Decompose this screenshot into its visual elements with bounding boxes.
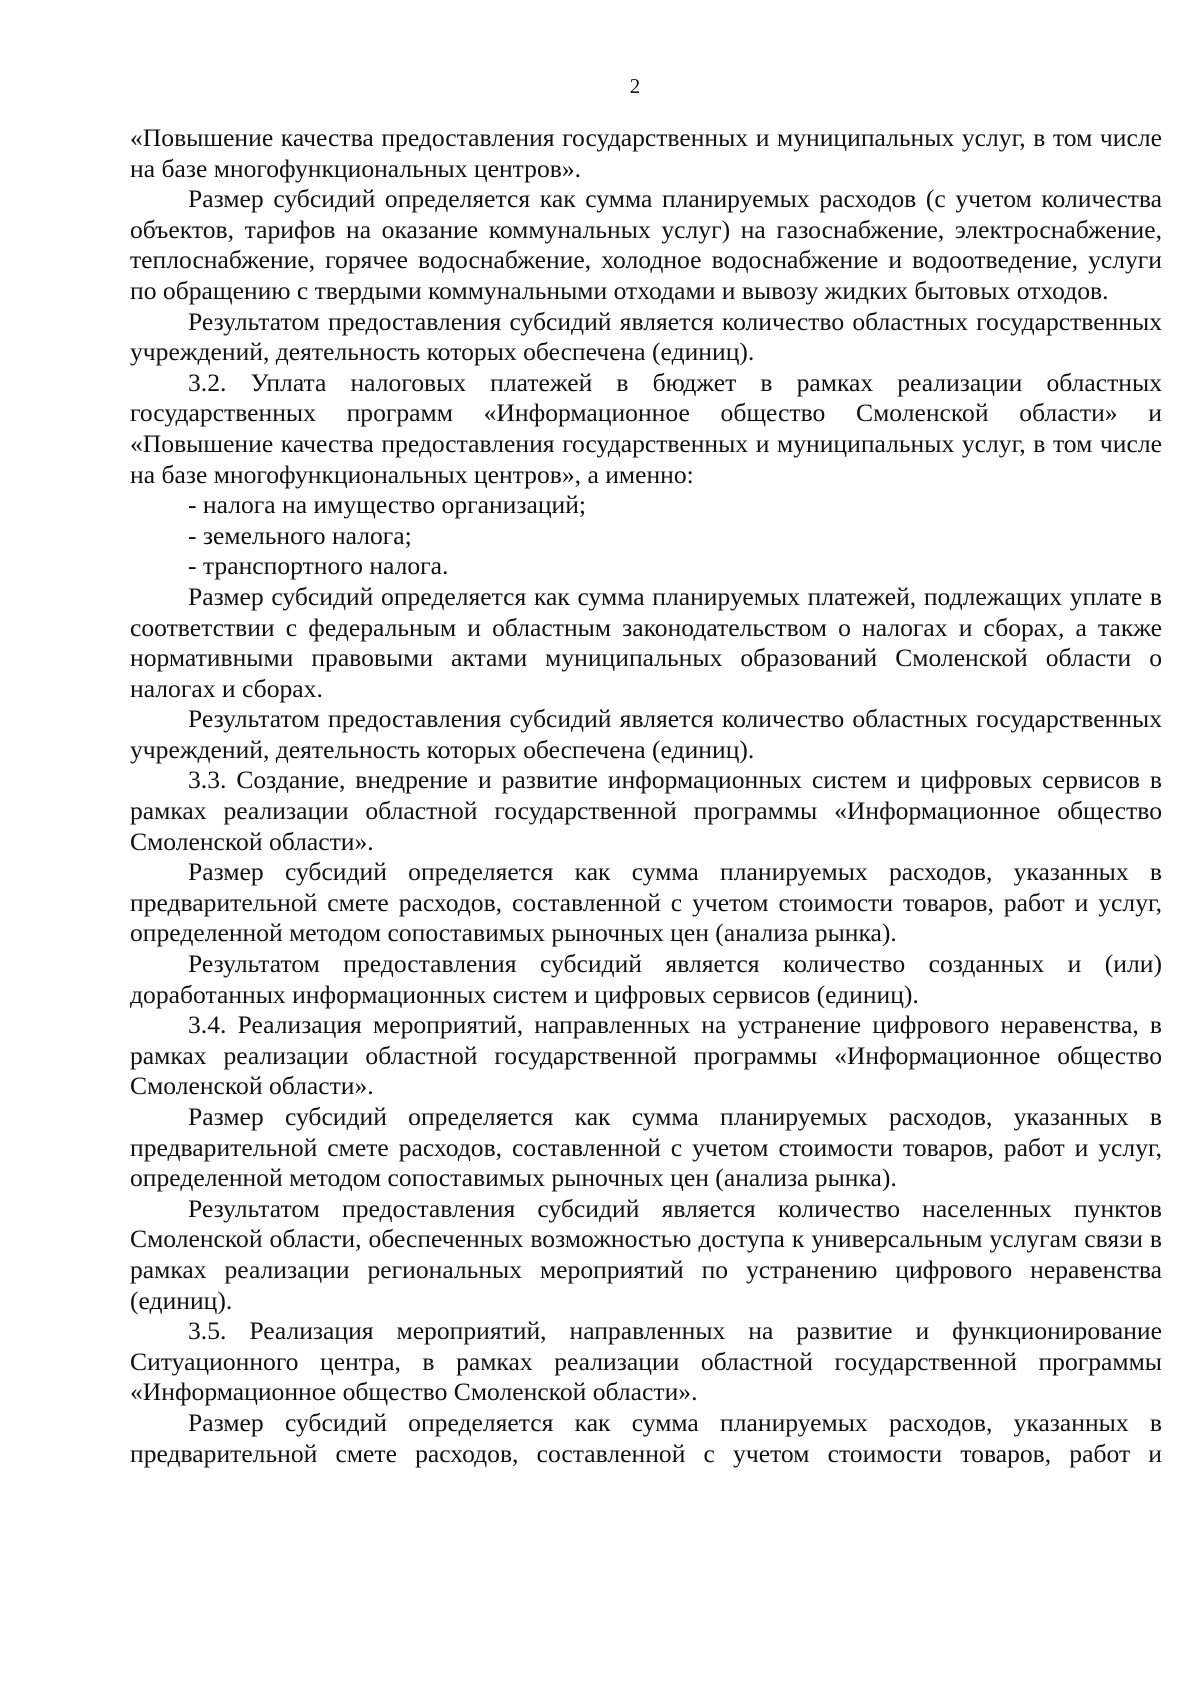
list-item-property-tax: - налога на имущество организаций;: [188, 490, 587, 520]
paragraph-result-systems: Результатом предоставления субсидий является количество созданных и (или) доработанных информационных систем и цифровых сервисов (единиц).: [130, 949, 1162, 1009]
paragraph-result-institutions: Результатом предоставления субсидий является количество областных государственных учреждений, деятельность которых обеспечена (единиц).: [130, 306, 1162, 367]
paragraph-continuation: «Повышение качества предоставления государственных и муниципальных услуг, в том числе на базе многофункциональных центров».: [130, 123, 1162, 183]
paragraph-section-3-5: 3.5. Реализация мероприятий, направленных на развитие и функционирование Ситуационного центра, в рамках реализации областной государственной программы «Информационное общество Смоленской области».: [130, 1316, 1162, 1407]
paragraph-section-3-2: 3.2. Уплата налоговых платежей в бюджет в рамках реализации областных государственных программ «Информационное общество Смоленской области» и «Повышение качества предоставления государственных и муниципальных услуг, в том числе на базе многофункциональных центров», а именно:: [130, 367, 1162, 489]
paragraph-result-settlements: Результатом предоставления субсидий является количество населенных пунктов Смоленской области, обеспеченных возможностью доступа к универсальным услугам связи в рамках реализации региональных мероприятий по устранению цифрового неравенства (единиц).: [130, 1193, 1162, 1315]
paragraph-section-3-3: 3.3. Создание, внедрение и развитие информационных систем и цифровых сервисов в рамках реализации областной государственной программы «Информационное общество Смоленской области».: [130, 765, 1162, 856]
document-body: [130, 123, 1162, 1469]
list-item-transport-tax: - транспортного налога.: [188, 551, 449, 581]
paragraph-result-institutions-2: Результатом предоставления субсидий является количество областных государственных учреждений, деятельность которых обеспечена (единиц).: [130, 704, 1162, 764]
list-item-land-tax: - земельного налога;: [188, 520, 412, 550]
paragraph-section-3-4: 3.4. Реализация мероприятий, направленных на устранение цифрового неравенства, в рамках реализации областной государственной программы «Информационное общество Смоленской области».: [130, 1010, 1162, 1101]
paragraph-subsidy-size-utilities: Размер субсидий определяется как сумма планируемых расходов (с учетом количества объектов, тарифов на оказание коммунальных услуг) на газоснабжение, электроснабжение, теплоснабжение, горячее водоснабжение, холодное водоснабжение и водоотведение, услуги по обращению с твердыми коммунальными отходами и вывозу жидких бытовых отходов.: [130, 184, 1162, 305]
paragraph-subsidy-size-estimate-2: Размер субсидий определяется как сумма планируемых расходов, указанных в предварительной смете расходов, составленной с учетом стоимости товаров, работ и услуг, определенной методом сопоставимых рыночных цен (анализа рынка).: [130, 1102, 1162, 1193]
paragraph-subsidy-size-taxes: Размер субсидий определяется как сумма планируемых платежей, подлежащих уплате в соответствии с федеральным и областным законодательством о налогах и сборах, а также нормативными правовыми актами муниципальных образований Смоленской области о налогах и сборах.: [130, 581, 1162, 703]
page-number: 2: [629, 74, 641, 98]
paragraph-subsidy-size-estimate-3: Размер субсидий определяется как сумма планируемых расходов, указанных в предварительной смете расходов, составленной с учетом стоимости товаров, работ и: [130, 1407, 1162, 1468]
paragraph-subsidy-size-estimate: Размер субсидий определяется как сумма планируемых расходов, указанных в предварительной смете расходов, составленной с учетом стоимости товаров, работ и услуг, определенной методом сопоставимых рыночных цен (анализа рынка).: [130, 857, 1162, 948]
